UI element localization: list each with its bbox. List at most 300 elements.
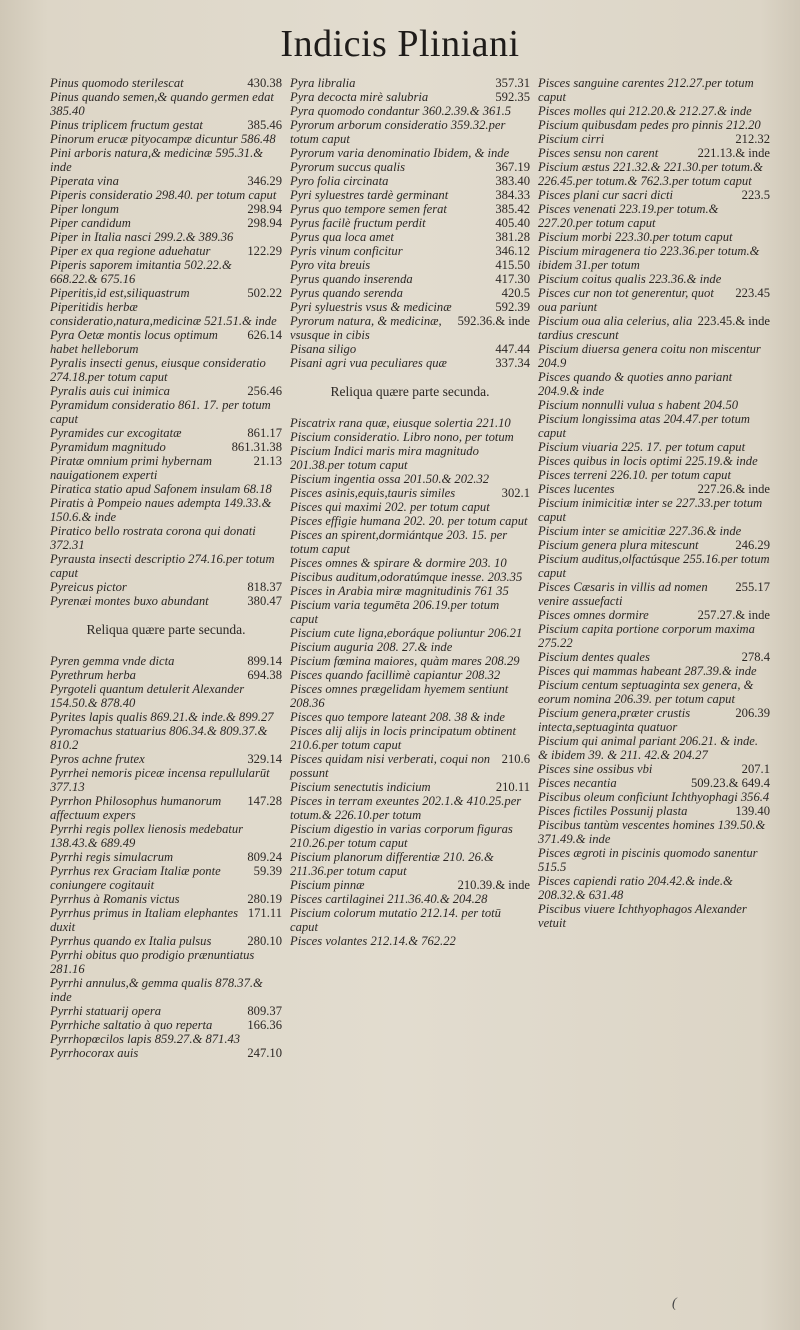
index-entry	[290, 90, 530, 104]
index-entry	[50, 188, 282, 202]
entry-text: Piscium ingentia ossa 201.50.& 202.32	[290, 472, 490, 486]
entry-reference: 385.42	[495, 202, 530, 216]
entry-text: Pisces Cæsaris in villis ad nomen venire assuefacti	[538, 580, 708, 608]
entry-reference: 298.94	[247, 216, 282, 230]
entry-text: Pisces in terram exeuntes 202.1.& 410.25.per totum.& 226.10.per totum	[290, 794, 522, 822]
entry-text: Piscium inimicitiæ inter se 227.33.per totum caput	[538, 496, 763, 524]
entry-text: Pyrrhi statuarij opera	[50, 1004, 162, 1018]
entry-text: Piscium digestio in varias corporum figuras 210.26.per totum caput	[290, 822, 513, 850]
entry-text: Pisces omnes & spirare & dormire 203. 10	[290, 556, 507, 570]
entry-text: Pyrus quando serenda	[290, 286, 403, 300]
entry-text: Pyrrhi obitus quo prodigio prænuntiatus 281.16	[50, 948, 255, 976]
index-entry	[50, 258, 282, 286]
entry-text: Piscium dentes quales	[538, 650, 650, 664]
entry-text: Pisces sanguine carentes 212.27.per totum caput	[538, 76, 754, 104]
entry-text: Pyra quomodo condantur 360.2.39.& 361.5	[290, 104, 512, 118]
index-entry	[538, 118, 770, 132]
entry-text: Pisces qui mammas habeant 287.39.& inde	[538, 664, 757, 678]
index-entry	[50, 356, 282, 384]
entry-text: Piscium viuaria 225. 17. per totum caput	[538, 440, 746, 454]
entry-text: Piscium oua alia celerius, alia tardius crescunt	[538, 314, 693, 342]
entry-text: Pyra decocta mirè salubria	[290, 90, 429, 104]
index-entry	[538, 160, 770, 188]
entry-text: Piscium Indici maris mira magnitudo 201.38.per totum caput	[290, 444, 479, 472]
index-entry	[290, 444, 530, 472]
entry-reference: 223.45.& inde	[697, 314, 770, 328]
entry-reference: 502.22	[247, 286, 282, 300]
entry-text: Pinus quando semen,& quando germen edat 385.40	[50, 90, 274, 118]
index-entry	[538, 608, 770, 622]
index-entry	[538, 468, 770, 482]
entry-reference: 223.45	[735, 286, 770, 300]
entry-text: Pisces quo tempore lateant 208. 38 & inde	[290, 710, 505, 724]
index-entry	[50, 822, 282, 850]
index-entry	[290, 528, 530, 556]
entry-reference: 381.28	[495, 230, 530, 244]
entry-reference: 122.29	[247, 244, 282, 258]
entry-text: Pyrus facilè fructum perdit	[290, 216, 426, 230]
entry-text: Piscatrix rana quæ, eiusque solertia 221.10	[290, 416, 511, 430]
index-entry	[290, 640, 530, 654]
entry-text: Pyrrhocorax auis	[50, 1046, 139, 1060]
entry-reference: 346.29	[247, 174, 282, 188]
entry-text: Pisces effigie humana 202. 20. per totum caput	[290, 514, 528, 528]
index-entry	[290, 430, 530, 444]
index-entry	[538, 482, 770, 496]
index-entry	[290, 286, 530, 300]
entry-text: Piscium genera,præter crustis intecta,septuaginta quatuor	[538, 706, 691, 734]
entry-text: Pyra libralia	[290, 76, 356, 90]
entry-text: Pyrorum varia denominatio Ibidem, & inde	[290, 146, 510, 160]
entry-reference: 861.31.38	[231, 440, 282, 454]
entry-reference: 861.17	[247, 426, 282, 440]
index-entry	[50, 230, 282, 244]
index-entry	[538, 552, 770, 580]
entry-text: Pisana siligo	[290, 342, 357, 356]
index-entry	[538, 202, 770, 230]
entry-text: Pyrorum arborum consideratio 359.32.per totum caput	[290, 118, 506, 146]
page-title: Indicis Pliniani	[280, 23, 520, 65]
index-entry	[50, 398, 282, 426]
entry-reference: 383.40	[495, 174, 530, 188]
index-entry	[538, 902, 770, 930]
index-entry	[50, 934, 282, 948]
index-entry	[290, 892, 530, 906]
index-entry	[50, 524, 282, 552]
index-entry	[290, 794, 530, 822]
index-entry	[50, 454, 282, 482]
index-entry	[538, 762, 770, 776]
entry-reference: 302.1	[501, 486, 530, 500]
entry-text: Piscium cute ligna,eboráque poliuntur 206.21	[290, 626, 523, 640]
entry-text: Pyrorum natura, & medicinæ, vsusque in cibis	[290, 314, 442, 342]
index-entry	[50, 146, 282, 174]
index-entry	[50, 286, 282, 300]
index-entry	[50, 496, 282, 524]
index-entry	[538, 76, 770, 104]
index-entry	[50, 174, 282, 188]
entry-text: Pisces quidam nisi verberati, coqui non possunt	[290, 752, 491, 780]
index-entry	[290, 878, 530, 892]
index-entry	[538, 314, 770, 342]
entry-reference: 246.29	[735, 538, 770, 552]
entry-reference: 139.40	[735, 804, 770, 818]
index-entry	[50, 244, 282, 258]
index-entry	[290, 626, 530, 640]
entry-text: Pyrrhus à Romanis victus	[50, 892, 180, 906]
entry-text: Piscium auguria 208. 27.& inde	[290, 640, 453, 654]
entry-text: Pini arboris natura,& medicinæ 595.31.& inde	[50, 146, 264, 174]
entry-text: Pyrrhopœcilos lapis 859.27.& 871.43	[50, 1032, 241, 1046]
index-entry	[290, 486, 530, 500]
entry-text: Pyros achne frutex	[50, 752, 145, 766]
entry-text: Pyralis insecti genus, eiusque consideratio 274.18.per totum caput	[50, 356, 266, 384]
index-entry	[290, 118, 530, 146]
entry-reference: 227.26.& inde	[697, 482, 770, 496]
entry-text: Pyrrhi annulus,& gemma qualis 878.37.& inde	[50, 976, 263, 1004]
index-entry	[538, 804, 770, 818]
entry-text: Pyralis auis cui inimica	[50, 384, 170, 398]
entry-reference: 337.34	[495, 356, 530, 370]
index-entry	[50, 682, 282, 710]
index-entry	[50, 482, 282, 496]
entry-text: Piscium genera plura mitescunt	[538, 538, 699, 552]
index-entry	[50, 1004, 282, 1018]
entry-text: Pisces quando facillimè capiantur 208.32	[290, 668, 501, 682]
index-entry	[538, 678, 770, 706]
entry-text: Pisces asinis,equis,tauris similes	[290, 486, 456, 500]
index-entry	[50, 300, 282, 328]
index-entry	[538, 412, 770, 440]
entry-text: Pyramidum consideratio 861. 17. per totum caput	[50, 398, 271, 426]
entry-reference: 415.50	[495, 258, 530, 272]
entry-reference: 280.10	[247, 934, 282, 948]
index-entry	[50, 710, 282, 724]
index-entry	[290, 272, 530, 286]
entry-text: Pinus triplicem fructum gestat	[50, 118, 203, 132]
index-entry	[290, 514, 530, 528]
entry-text: Pyrorum succus qualis	[290, 160, 405, 174]
entry-text: Pisces omnes dormire	[538, 608, 649, 622]
entry-reference: 171.11	[247, 906, 282, 920]
index-entry	[538, 874, 770, 902]
index-entry	[50, 426, 282, 440]
entry-text: Piratica statio apud Safonem insulam 68.18	[50, 482, 272, 496]
entry-reference: 592.36.& inde	[457, 314, 530, 328]
section-heading: Reliqua quære parte secunda.	[86, 622, 246, 637]
entry-reference: 380.47	[247, 594, 282, 608]
entry-text: Piperata vina	[50, 174, 119, 188]
index-column-3	[538, 76, 770, 930]
entry-reference: 346.12	[495, 244, 530, 258]
entry-reference: 278.4	[741, 650, 770, 664]
entry-text: Piscium capita portione corporum maxima 275.22	[538, 622, 755, 650]
index-entry	[290, 300, 530, 314]
entry-reference: 626.14	[247, 328, 282, 342]
entry-text: Piperitis,id est,siliquastrum	[50, 286, 190, 300]
index-entry	[290, 682, 530, 710]
entry-text: Piscium senectutis indicium	[290, 780, 431, 794]
entry-text: Piper candidum	[50, 216, 131, 230]
entry-text: Piscium pinnæ	[290, 878, 365, 892]
entry-reference: 899.14	[247, 654, 282, 668]
index-entry	[290, 822, 530, 850]
entry-reference: 247.10	[247, 1046, 282, 1060]
index-column-2	[290, 76, 530, 948]
entry-text: Piscium fœmina maiores, quàm mares 208.29	[290, 654, 520, 668]
entry-text: Pyrrhiche saltatio à quo reperta	[50, 1018, 213, 1032]
entry-reference: 298.94	[247, 202, 282, 216]
index-entry	[50, 328, 282, 356]
entry-text: Pyri syluestres tardè germinant	[290, 188, 449, 202]
entry-text: Piscium centum septuaginta sex genera, & eorum nomina 206.39. per totum caput	[538, 678, 754, 706]
entry-reference: 818.37	[247, 580, 282, 594]
index-entry	[50, 1018, 282, 1032]
entry-text: Pisces venenati 223.19.per totum.& 227.20.per totum caput	[538, 202, 719, 230]
index-entry	[50, 118, 282, 132]
entry-text: Pisces cur non tot generentur, quot oua pariunt	[538, 286, 714, 314]
index-entry	[538, 398, 770, 412]
entry-text: Piperitidis herbæ consideratio,natura,medicinæ 521.51.& inde	[50, 300, 277, 328]
entry-text: Pisces qui maximi 202. per totum caput	[290, 500, 490, 514]
entry-text: Pyrites lapis qualis 869.21.& inde.& 899.27	[50, 710, 274, 724]
entry-text: Pyri syluestris vsus & medicinæ	[290, 300, 452, 314]
entry-reference: 447.44	[495, 342, 530, 356]
entry-text: Pisces quando & quoties anno pariant 204.9.& inde	[538, 370, 733, 398]
index-entry	[290, 202, 530, 216]
entry-text: Pisces terreni 226.10. per totum caput	[538, 468, 731, 482]
index-entry	[290, 570, 530, 584]
index-entry	[538, 580, 770, 608]
index-entry	[290, 216, 530, 230]
entry-reference: 809.37	[247, 1004, 282, 1018]
index-entry	[538, 706, 770, 734]
entry-text: Pisces quibus in locis optimi 225.19.& inde	[538, 454, 758, 468]
entry-text: Piratis à Pompeio naues adempta 149.33.& 150.6.& inde	[50, 496, 272, 524]
index-entry	[50, 724, 282, 752]
index-entry	[290, 752, 530, 780]
section-heading: Reliqua quære parte secunda.	[330, 384, 490, 399]
entry-text: Piscium auditus,olfactúsque 255.16.per totum caput	[538, 552, 770, 580]
entry-text: Piratico bello rostrata corona qui donati 372.31	[50, 524, 256, 552]
entry-reference: 21.13	[253, 454, 282, 468]
entry-reference: 257.27.& inde	[697, 608, 770, 622]
index-entry	[538, 244, 770, 272]
entry-text: Piscium coitus qualis 223.36.& inde	[538, 272, 722, 286]
entry-text: Pyro vita breuis	[290, 258, 371, 272]
index-entry	[290, 244, 530, 258]
entry-reference: 329.14	[247, 752, 282, 766]
entry-reference: 405.40	[495, 216, 530, 230]
index-entry	[290, 76, 530, 90]
entry-text: Pyrrhus primus in Italiam elephantes duxit	[50, 906, 238, 934]
index-entry	[290, 500, 530, 514]
index-entry	[538, 818, 770, 846]
entry-text: Piscium nonnulli vulua s habent 204.50	[538, 398, 739, 412]
entry-text: Piperis saporem imitantia 502.22.& 668.22.& 675.16	[50, 258, 232, 286]
entry-text: Pisces volantes 212.14.& 762.22	[290, 934, 456, 948]
entry-reference: 166.36	[247, 1018, 282, 1032]
index-entry	[50, 976, 282, 1004]
entry-reference: 694.38	[247, 668, 282, 682]
index-entry	[290, 342, 530, 356]
entry-text: Piratæ omnium primi hybernam nauigationem experti	[50, 454, 212, 482]
entry-reference: 210.6	[501, 752, 530, 766]
entry-text: Pyrrhi regis simulacrum	[50, 850, 174, 864]
entry-text: Pyrrhus quando ex Italia pulsus	[50, 934, 212, 948]
entry-text: Piperis consideratio 298.40. per totum caput	[50, 188, 277, 202]
entry-text: Pisces sine ossibus vbi	[538, 762, 653, 776]
entry-text: Pyrrhon Philosophus humanorum affectuum expers	[50, 794, 222, 822]
index-entry	[50, 864, 282, 892]
entry-text: Pyramides cur excogitatæ	[50, 426, 182, 440]
entry-reference: 417.30	[495, 272, 530, 286]
entry-text: Piscium morbi 223.30.per totum caput	[538, 230, 733, 244]
index-entry	[290, 934, 530, 948]
index-entry	[50, 216, 282, 230]
entry-text: Pyrus quando inserenda	[290, 272, 413, 286]
footer-mark: (	[672, 1296, 677, 1311]
entry-text: Pyrenæi montes buxo abundant	[50, 594, 209, 608]
index-entry	[538, 734, 770, 762]
index-entry	[290, 146, 530, 160]
index-entry	[50, 948, 282, 976]
index-entry	[290, 654, 530, 668]
index-entry	[290, 906, 530, 934]
index-entry	[50, 654, 282, 668]
index-entry	[538, 132, 770, 146]
entry-text: Piscium inter se amicitiæ 227.36.& inde	[538, 524, 742, 538]
entry-reference: 430.38	[247, 76, 282, 90]
entry-text: Piper ex qua regione aduehatur	[50, 244, 211, 258]
entry-text: Pisces capiendi ratio 204.42.& inde.& 208.32.& 631.48	[538, 874, 733, 902]
index-entry	[50, 90, 282, 118]
index-entry	[50, 552, 282, 580]
index-entry	[290, 230, 530, 244]
index-entry	[290, 188, 530, 202]
entry-text: Pyrus qua loca amet	[290, 230, 394, 244]
index-entry	[290, 584, 530, 598]
entry-text: Pyramidum magnitudo	[50, 440, 166, 454]
entry-text: Pyrus quo tempore semen ferat	[290, 202, 447, 216]
index-entry	[50, 850, 282, 864]
index-entry	[50, 906, 282, 934]
entry-text: Pisces an spirent,dormiántque 203. 15. per totum caput	[290, 528, 508, 556]
entry-text: Pyrgoteli quantum detulerit Alexander 154.50.& 878.40	[50, 682, 245, 710]
index-entry	[290, 174, 530, 188]
index-entry	[290, 160, 530, 174]
index-entry	[50, 892, 282, 906]
entry-reference: 207.1	[741, 762, 770, 776]
index-entry	[50, 1032, 282, 1046]
index-entry	[538, 440, 770, 454]
entry-text: Piscium quibusdam pedes pro pinnis 212.20	[538, 118, 761, 132]
entry-text: Pisces alij alijs in locis principatum obtinent 210.6.per totum caput	[290, 724, 516, 752]
index-entry	[538, 272, 770, 286]
index-entry	[538, 230, 770, 244]
index-entry	[50, 766, 282, 794]
index-entry	[290, 598, 530, 626]
entry-text: Pyreicus pictor	[50, 580, 127, 594]
index-entry	[538, 664, 770, 678]
index-entry	[538, 538, 770, 552]
index-entry	[50, 594, 282, 608]
index-entry	[538, 104, 770, 118]
entry-reference: 147.28	[247, 794, 282, 808]
index-entry	[538, 790, 770, 804]
index-entry	[50, 384, 282, 398]
index-entry	[50, 132, 282, 146]
entry-text: Pisani agri vua peculiares quæ	[290, 356, 447, 370]
entry-text: Piscium varia tegumēta 206.19.per totum caput	[290, 598, 500, 626]
entry-text: Pisces fictiles Possunij plasta	[538, 804, 688, 818]
entry-text: Pisces plani cur sacri dicti	[538, 188, 674, 202]
entry-reference: 212.32	[735, 132, 770, 146]
entry-text: Pinus quomodo sterilescat	[50, 76, 184, 90]
entry-text: Pyrrhus rex Graciam Italiæ ponte coniungere cogitauit	[50, 864, 221, 892]
entry-reference: 210.11	[495, 780, 530, 794]
entry-text: Piscibus viuere Ichthyophagos Alexander vetuit	[538, 902, 747, 930]
entry-text: Pisces in Arabia miræ magnitudinis 761 35	[290, 584, 509, 598]
index-entry	[50, 668, 282, 682]
entry-text: Pisces necantia	[538, 776, 617, 790]
entry-reference: 255.17	[735, 580, 770, 594]
index-entry	[50, 752, 282, 766]
index-entry	[290, 780, 530, 794]
entry-reference: 592.39	[495, 300, 530, 314]
index-entry	[538, 524, 770, 538]
entry-text: Pyrausta insecti descriptio 274.16.per totum caput	[50, 552, 275, 580]
entry-text: Pyra Oetæ montis locus optimum habet helleborum	[50, 328, 218, 356]
entry-text: Pyromachus statuarius 806.34.& 809.37.& 810.2	[50, 724, 268, 752]
entry-reference: 206.39	[735, 706, 770, 720]
entry-text: Piper longum	[50, 202, 119, 216]
index-entry	[538, 496, 770, 524]
index-entry	[538, 846, 770, 874]
index-entry	[538, 370, 770, 398]
entry-text: Piscium colorum mutatio 212.14. per totū caput	[290, 906, 501, 934]
entry-reference: 809.24	[247, 850, 282, 864]
index-entry	[50, 580, 282, 594]
entry-reference: 210.39.& inde	[457, 878, 530, 892]
entry-reference: 280.19	[247, 892, 282, 906]
index-entry	[290, 724, 530, 752]
entry-text: Piscium planorum differentiæ 210. 26.& 211.36.per totum caput	[290, 850, 494, 878]
index-entry	[538, 650, 770, 664]
entry-text: Pyrrhi regis pollex lienosis medebatur 138.43.& 689.49	[50, 822, 244, 850]
index-entry	[538, 342, 770, 370]
entry-text: Piscium consideratio. Libro nono, per totum	[290, 430, 514, 444]
entry-reference: 223.5	[741, 188, 770, 202]
entry-text: Piscium longissima atas 204.47.per totum caput	[538, 412, 750, 440]
entry-reference: 509.23.& 649.4	[690, 776, 770, 790]
index-entry	[290, 258, 530, 272]
entry-text: Pisces omnes prægelidam hyemem sentiunt 208.36	[290, 682, 509, 710]
entry-text: Piscibus tantùm vescentes homines 139.50.& 371.49.& inde	[538, 818, 766, 846]
entry-text: Piscium æstus 221.32.& 221.30.per totum.& 226.45.per totum.& 762.3.per totum caput	[538, 160, 763, 188]
entry-text: Pyro folia circinata	[290, 174, 389, 188]
entry-reference: 592.35	[495, 90, 530, 104]
entry-text: Pyren gemma vnde dicta	[50, 654, 175, 668]
entry-text: Pyris vinum conficitur	[290, 244, 403, 258]
index-entry	[538, 146, 770, 160]
entry-text: Pisces sensu non carent	[538, 146, 659, 160]
index-entry	[290, 472, 530, 486]
entry-reference: 221.13.& inde	[697, 146, 770, 160]
index-entry	[50, 76, 282, 90]
entry-text: Piscium diuersa genera coitu non miscentur 204.9	[538, 342, 761, 370]
index-entry	[538, 286, 770, 314]
